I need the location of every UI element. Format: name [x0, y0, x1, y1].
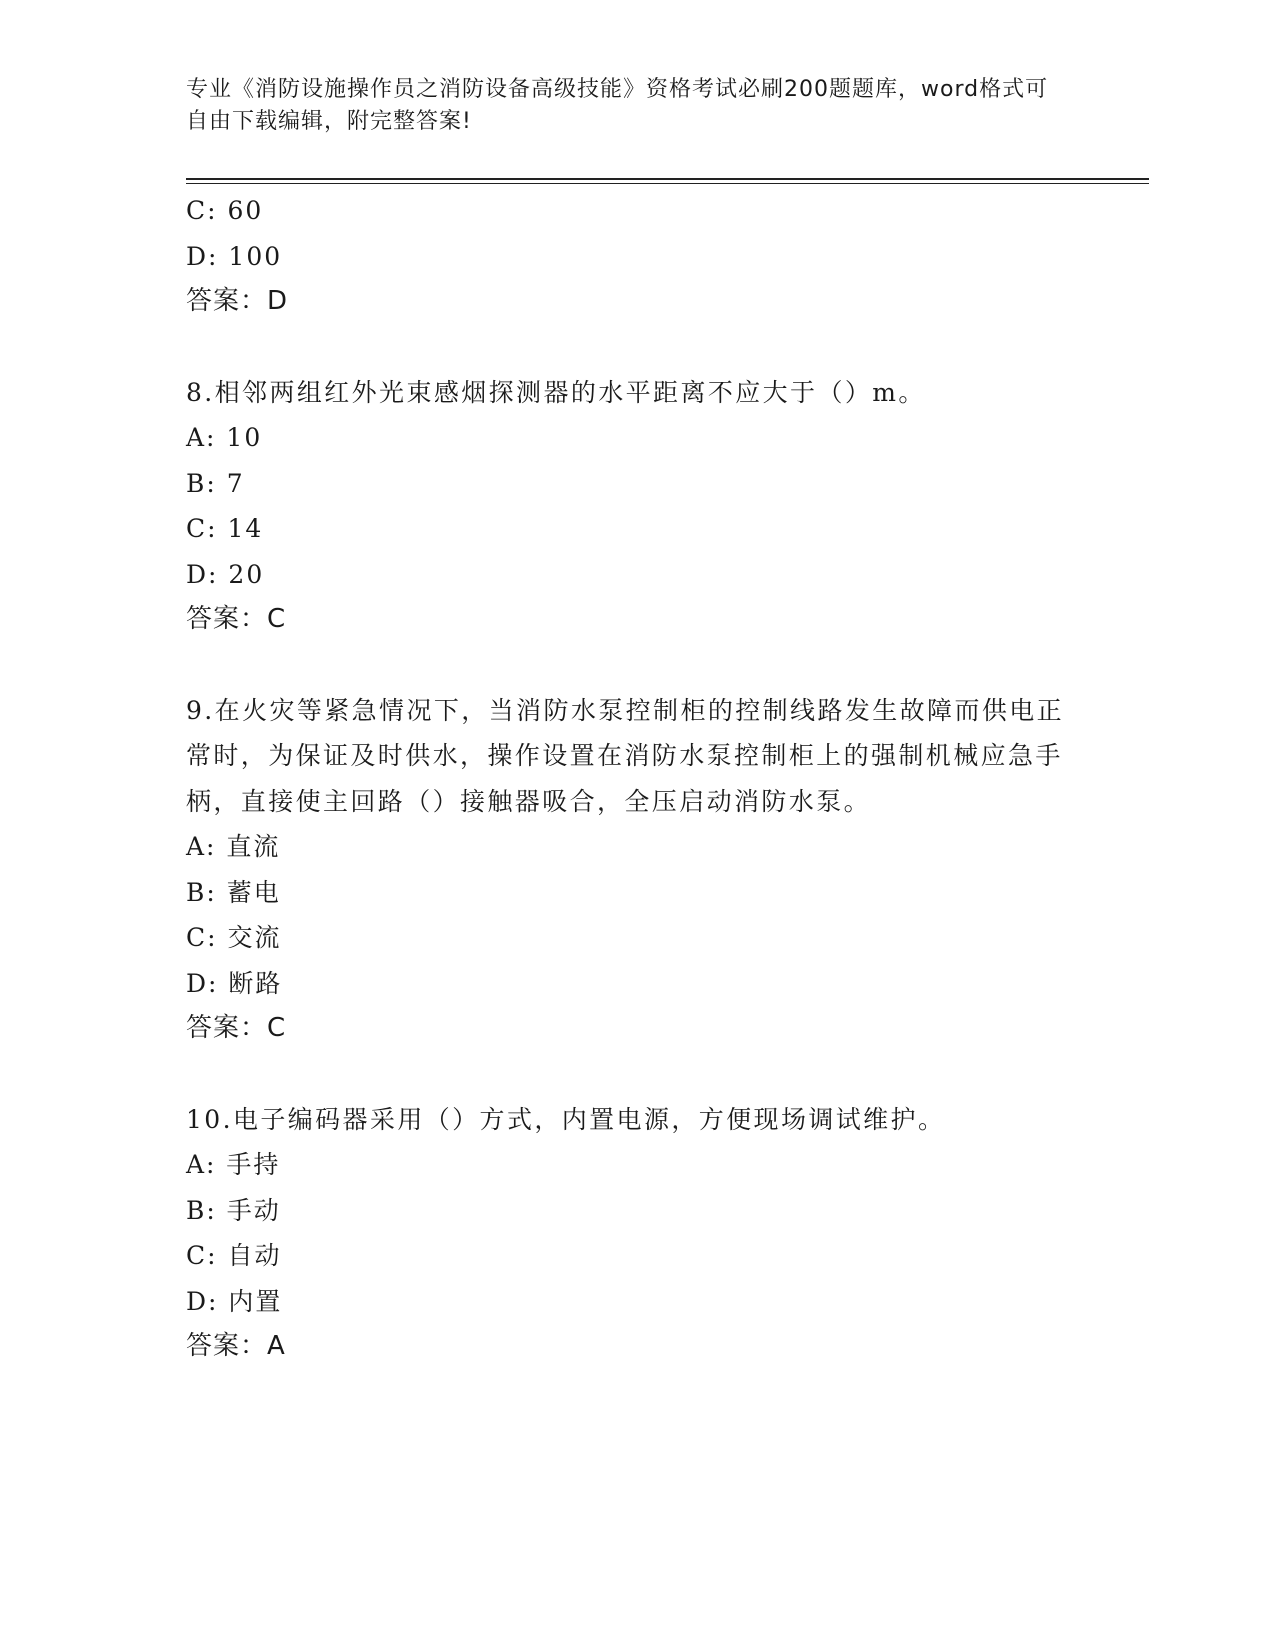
question-block-9: [186, 688, 1086, 1052]
option-c: C: 14: [186, 514, 264, 543]
option-d: D: 20: [186, 559, 265, 589]
question-block-10: [186, 1097, 1086, 1370]
question-stem: 9.在火灾等紧急情况下，当消防水泵控制柜的控制线路发生故障而供电正常时，为保证及时供水，操作设置在消防水泵控制柜上的强制机械应急手柄，直接使主回路（）接触器吸合，全压启动消防水泵。: [186, 695, 1065, 816]
option-a: A: 10: [186, 423, 263, 452]
option-a: A: 手持: [186, 1150, 281, 1179]
spacer: [186, 325, 1086, 370]
question-stem: 10.电子编码器采用（）方式，内置电源，方便现场调试维护。: [186, 1104, 946, 1134]
question-block-prev: [186, 188, 1086, 325]
header-rule-thick: [186, 178, 1149, 180]
header-rule-thin: [186, 183, 1149, 184]
spacer: [186, 643, 1086, 688]
answer-line: 答案：C: [186, 604, 287, 634]
option-b: B: 7: [186, 468, 245, 498]
option-d: D: 内置: [186, 1286, 283, 1316]
question-block-8: [186, 370, 1086, 643]
option-b: B: 蓄电: [186, 877, 281, 907]
answer-line: 答案：C: [186, 1013, 287, 1043]
page-header: 专业《消防设施操作员之消防设备高级技能》资格考试必刷200题题库，word格式可自由下载编辑，附完整答案!: [186, 77, 1049, 134]
answer-line: 答案：D: [186, 286, 289, 316]
option-d: D: 断路: [186, 968, 283, 998]
question-list: [186, 188, 1086, 1370]
option-b: B: 手动: [186, 1195, 281, 1225]
answer-line: 答案：A: [186, 1331, 286, 1361]
option-c: C: 自动: [186, 1241, 282, 1270]
spacer: [186, 1052, 1086, 1097]
option-d: D: 100: [186, 241, 283, 271]
option-c: C: 60: [186, 196, 264, 225]
option-a: A: 直流: [186, 832, 281, 861]
question-stem: 8.相邻两组红外光束感烟探测器的水平距离不应大于（）m。: [186, 377, 926, 407]
option-c: C: 交流: [186, 923, 282, 952]
